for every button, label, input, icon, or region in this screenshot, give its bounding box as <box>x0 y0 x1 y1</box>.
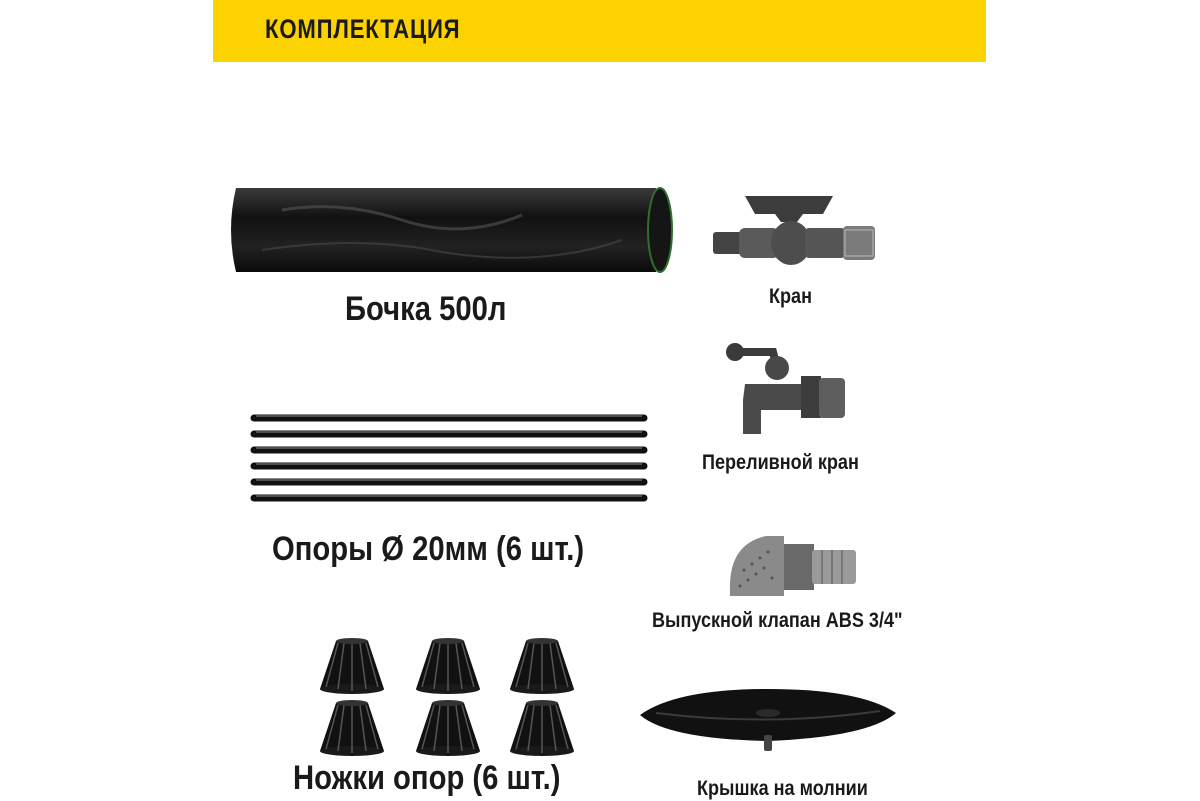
support-foot <box>510 700 574 756</box>
overflow-tap-label: Переливной кран <box>702 451 859 474</box>
support-foot <box>416 638 480 694</box>
overflow-tap-image <box>715 338 855 438</box>
support-foot <box>320 638 384 694</box>
support-foot <box>320 700 384 756</box>
valve-image <box>726 530 861 600</box>
supports-label: Опоры Ø 20мм (6 шт.) <box>272 530 585 568</box>
support-foot <box>416 700 480 756</box>
lid-image <box>636 683 900 755</box>
feet-label: Ножки опор (6 шт.) <box>293 759 561 797</box>
header-banner <box>213 0 986 62</box>
barrel-label: Бочка 500л <box>345 290 507 328</box>
lid-label: Крышка на молнии <box>697 777 868 800</box>
tap-image <box>705 188 885 278</box>
support-foot <box>510 638 574 694</box>
barrel-image <box>222 180 674 280</box>
support-feet-image <box>312 635 588 757</box>
valve-label: Выпускной клапан ABS 3/4" <box>652 609 903 632</box>
support-rods-image <box>248 410 650 502</box>
tap-label: Кран <box>769 285 813 308</box>
header-title: КОМПЛЕКТАЦИЯ <box>265 14 461 44</box>
